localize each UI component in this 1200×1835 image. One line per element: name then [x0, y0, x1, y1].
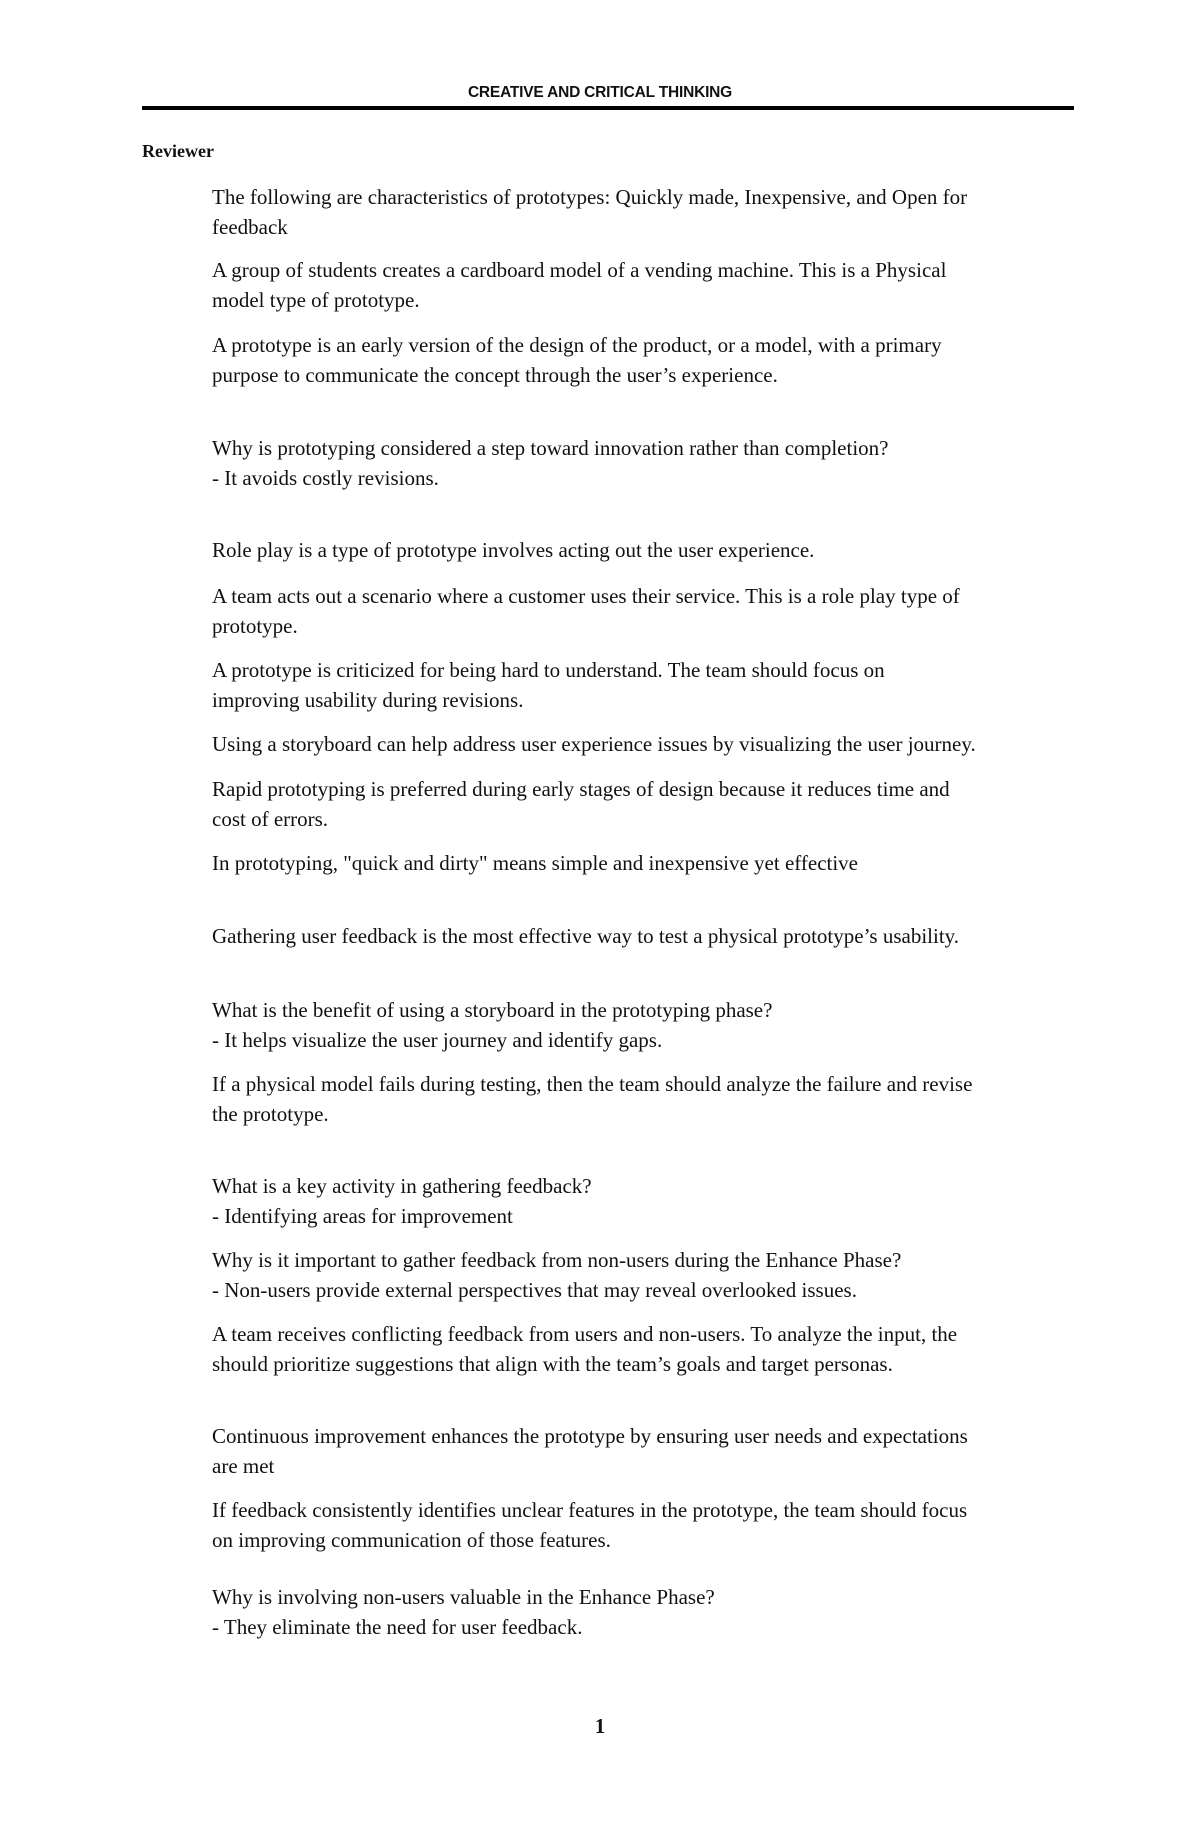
- paragraph-line: Why is involving non-users valuable in the Enhance Phase?: [212, 1585, 715, 1609]
- paragraph-line: - It avoids costly revisions.: [212, 465, 439, 490]
- paragraph-line: - Non-users provide external perspectives that may reveal overlooked issues.: [212, 1277, 857, 1302]
- paragraph-line: cost of errors.: [212, 806, 329, 831]
- page-number: 1: [594, 1714, 606, 1738]
- paragraph-9: [212, 775, 1080, 834]
- paragraph-line: - Identifying areas for improvement: [212, 1203, 513, 1228]
- paragraph-5: [212, 536, 1080, 566]
- paragraph-4: [212, 434, 1080, 493]
- paragraph-1: [212, 183, 1080, 242]
- paragraph-line: A prototype is criticized for being hard to understand. The team should focus on: [212, 658, 885, 682]
- paragraph-line: Gathering user feedback is the most effective way to test a physical prototype’s usability.: [212, 924, 960, 948]
- paragraph-line: Continuous improvement enhances the prototype by ensuring user needs and expectations: [212, 1424, 968, 1448]
- paragraph-19: [212, 1583, 1080, 1642]
- paragraph-3: [212, 331, 1080, 390]
- paragraph-7: [212, 656, 1080, 715]
- paragraph-12: [212, 996, 1080, 1055]
- paragraph-line: feedback: [212, 214, 288, 239]
- paragraph-line: prototype.: [212, 613, 298, 638]
- paragraph-line: If feedback consistently identifies unclear features in the prototype, the team should focus: [212, 1498, 968, 1522]
- paragraph-line: A group of students creates a cardboard model of a vending machine. This is a Physical: [212, 258, 947, 282]
- paragraph-line: Why is prototyping considered a step toward innovation rather than completion?: [212, 436, 889, 460]
- paragraph-11: [212, 922, 1080, 952]
- paragraph-line: A team acts out a scenario where a customer uses their service. This is a role play type of: [212, 584, 960, 608]
- paragraph-line: Role play is a type of prototype involves acting out the user experience.: [212, 538, 815, 562]
- paragraph-6: [212, 582, 1080, 641]
- paragraph-16: [212, 1320, 1080, 1379]
- section-title: Reviewer: [142, 141, 214, 161]
- paragraph-line: are met: [212, 1453, 275, 1478]
- paragraph-line: purpose to communicate the concept through the user’s experience.: [212, 362, 778, 387]
- paragraph-14: [212, 1172, 1080, 1231]
- paragraph-line: - It helps visualize the user journey and identify gaps.: [212, 1027, 663, 1052]
- paragraph-line: should prioritize suggestions that align with the team’s goals and target personas.: [212, 1351, 893, 1376]
- paragraph-13: [212, 1070, 1080, 1129]
- paragraph-line: on improving communication of those features.: [212, 1527, 611, 1552]
- paragraph-15: [212, 1246, 1080, 1305]
- paragraph-line: What is a key activity in gathering feedback?: [212, 1174, 592, 1198]
- paragraph-line: the prototype.: [212, 1101, 329, 1126]
- paragraph-line: A team receives conflicting feedback from users and non-users. To analyze the input, the: [212, 1322, 958, 1346]
- paragraph-18: [212, 1496, 1080, 1555]
- paragraph-line: - They eliminate the need for user feedback.: [212, 1614, 583, 1639]
- paragraph-line: Why is it important to gather feedback from non-users during the Enhance Phase?: [212, 1248, 902, 1272]
- paragraph-line: Using a storyboard can help address user experience issues by visualizing the user journey.: [212, 732, 976, 756]
- paragraph-line: The following are characteristics of prototypes: Quickly made, Inexpensive, and Open for: [212, 185, 968, 209]
- header-divider: [142, 106, 1074, 110]
- paragraph-8: [212, 730, 1080, 760]
- paragraph-10: [212, 849, 1080, 879]
- paragraph-line: model type of prototype.: [212, 287, 420, 312]
- paragraph-17: [212, 1422, 1080, 1481]
- paragraph-line: Rapid prototyping is preferred during early stages of design because it reduces time and: [212, 777, 950, 801]
- paragraph-line: improving usability during revisions.: [212, 687, 524, 712]
- paragraph-line: What is the benefit of using a storyboard in the prototyping phase?: [212, 998, 773, 1022]
- running-header-title: CREATIVE AND CRITICAL THINKING: [467, 84, 733, 101]
- paragraph-line: A prototype is an early version of the design of the product, or a model, with a primary: [212, 333, 942, 357]
- paragraph-line: If a physical model fails during testing, then the team should analyze the failure and revise: [212, 1072, 973, 1096]
- paragraph-2: [212, 256, 1080, 315]
- paragraph-line: In prototyping, "quick and dirty" means simple and inexpensive yet effective: [212, 851, 859, 875]
